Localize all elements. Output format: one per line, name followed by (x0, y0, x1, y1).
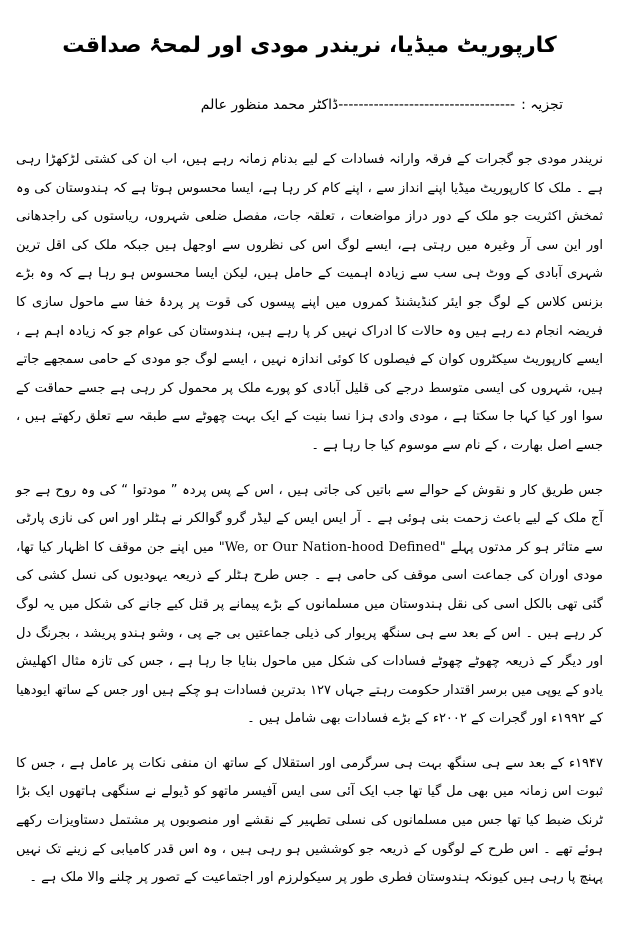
article-title: کارپوریٹ میڈیا، نریندر مودی اور لمحۂ صداقت (62, 33, 557, 58)
paragraph-3 (16, 750, 603, 893)
byline (16, 94, 563, 116)
paragraph-3-text: ۱۹۴۷ء کے بعد سے ہی سنگھ بہت ہی سرگرمی اور استقلال کے ساتھ ان منفی نکات پر عامل ہے ، جس کا ثبوت اس زمانہ میں بھی مل گیا تھا جب ایک آئی سی ایس آفیسر ماتھو کو ڈیولے نے سنگھی ہاتھوں ایک بڑا ٹرنک ضبط کیا تھا جس میں مسلمانوں کی نسلی تطہیر کے نقشے اور منصوبوں پر مشتمل دستاویزات رکھے ہوئے تھے ۔ اس طرح کے لوگوں کے ذریعہ جو کوششیں ہو رہی ہیں ، وہ اس قدر کامیابی کے زینے تک نہیں پہنچ پا رہی ہیں کیونکہ ہندوستان فطری طور پر سیکولرزم اور اجتماعیت کے تصور پر چلنے والا ملک ہے ۔ (16, 755, 603, 886)
paragraph-2-text-before: جس طریق کار و نقوش کے حوالے سے باتیں کی جاتی ہیں ، اس کے پس پردہ ” مودتوا “ کی وہ روح ہے جو آج ملک کے لیے باعث زحمت بنی ہوئی ہے ۔ آر ایس ایس کے لیڈر گرو گوالکر نے ہٹلر اور اس کی نازی پارٹی سے متاثر ہو کر مدتوں پہلے (16, 482, 603, 555)
paragraph-2 (16, 477, 603, 734)
byline-dashes: ----------------------------------- (338, 97, 516, 113)
paragraph-1-text: نریندر مودی جو گجرات کے فرقہ وارانہ فسادات کے لیے بدنام زمانہ رہے ہیں، اب ان کی کشتی لڑکھڑا رہی ہے ۔ ملک کا کارپوریٹ میڈیا اپنے انداز سے ، اپنے کام کر رہا ہے، ایسا محسوس ہوتا ہے کہ ہندوستان کی وہ ثمخش اکثریت جو ملک کے دور دراز مواضعات ، تعلقہ جات، مفصل ضلعی شہروں، ریاستوں کی راجدھانی اور این سی آر وغیرہ میں رہتی ہے، ایسے لوگ اس کی نظروں سے اوجھل ہیں جبکہ ملک کی اقل ترین شہری آبادی کے ووٹ ہی سب سے زیادہ اہمیت کے حامل ہیں، لیکن ایسا محسوس ہو رہا ہے کہ وہ بڑے بزنس کلاس کے لوگ جو ایئر کنڈیشنڈ کمروں میں اپنے پیسوں کی قوت پر پردۂ خفا سے ماحول سازی کا فریضہ انجام دے رہے ہیں وہ حالات کا ادراک نہیں کر پا رہے ہیں، ہندوستان کی عوام جو کہ زیادہ اہم ہے ، ایسے کارپوریٹ سیکٹروں کوان کے فیصلوں کا کوئی اندازہ نہیں ، ایسے لوگ جو مودی کے حامی سمجھے جاتے ہیں، شہروں کی ایسی متوسط درجے کی قلیل آبادی کو پورے ملک پر محمول کر رہی ہے جسے حماقت کے سوا اور کیا کہا جا سکتا ہے ، مودی وادی ہزا نسا بنیت کے ایک بہت چھوٹے سے طبقہ سے تعلق رکھتے ہیں ، جسے اصل بھارت ، کے نام سے موسوم کیا جا رہا ہے ۔ (16, 152, 603, 453)
book-title-english: "We, or Our Nation-hood Defined" (218, 539, 446, 555)
byline-label: تجزیہ : (521, 97, 563, 113)
paragraph-2-text-after: میں اپنے جن موقف کا اظہار کیا تھا، مودی اوران کی جماعت اسی موقف کی حامی ہے ۔ جس طرح ہٹلر کے ذریعہ یہودیوں کی نسل کشی کی گئی تھی بالکل اسی کی نقل ہندوستان میں مسلمانوں کے بڑے پیمانے پر قتل کیے جانے کی شکل میں یہ لوگ کر رہے ہیں ۔ اس کے بعد سے ہی سنگھ پریوار کی ذیلی جماعتیں بی جے پی ، وشو ہندو پریشد ، بجرنگ دل اور دیگر کے ذریعہ چھوٹے چھوٹے فسادات کی شکل میں ماحول بنایا جا رہا ہے ، جس کی تازہ مثال اکھلیش یادو کے یوپی میں برسر اقتدار حکومت رہتے جہاں ۱۲۷ بدترین فسادات ہو چکے ہیں اور جس کے ساتھ ایودھیا کے ۱۹۹۲ء اور گجرات کے ۲۰۰۲ء کے بڑے فسادات بھی شامل ہیں ۔ (16, 539, 604, 727)
author-name: ڈاکٹر محمد منظور عالم (200, 97, 339, 113)
paragraph-1 (16, 146, 603, 461)
